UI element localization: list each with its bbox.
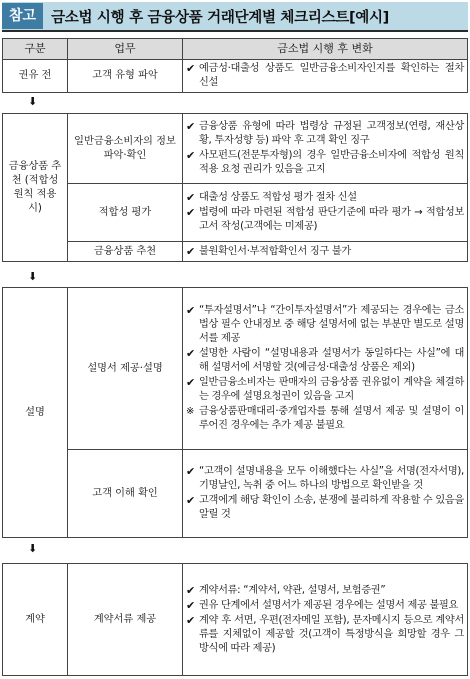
- check-icon: ✔: [186, 376, 195, 389]
- arrow-down-icon: ⬇: [28, 95, 38, 108]
- check-icon: ✔: [186, 583, 195, 597]
- table-row: [3, 450, 468, 538]
- item-text: 금융상품판매대리·중개업자를 통해 설명서 제공 및 설명이 이루어진 경우에는 추가 제공 불필요: [199, 406, 464, 431]
- header-col-task: 업무: [68, 39, 183, 60]
- item-text: 불원확인서·부적합확인서 징구 불가: [199, 245, 351, 257]
- item-text: 계약서류: “계약서, 약관, 설명서, 보험증권”: [199, 584, 386, 596]
- check-icon: ✔: [186, 120, 195, 133]
- list-item: [186, 494, 464, 522]
- list-item: [186, 191, 464, 205]
- header-col-change: 금소법 시행 후 변화: [183, 39, 468, 60]
- table-section-3: [2, 287, 468, 538]
- header-col-stage: 구분: [3, 39, 68, 60]
- item-text: 대출성 상품도 적합성 평가 절차 신설: [199, 192, 357, 203]
- title-badge: 참고: [2, 3, 43, 29]
- check-icon: ✔: [186, 347, 195, 360]
- check-icon: ✔: [186, 149, 195, 162]
- note-item: [186, 405, 464, 433]
- table-row: [3, 242, 468, 262]
- item-text: “고객이 설명내용을 모두 이해했다는 사실”을 서명(전자서명), 기명날인, 녹취 중 어느 하나의 방법으로 확인받을 것: [199, 466, 464, 491]
- list-item: [186, 376, 464, 404]
- change-cell: [183, 60, 468, 93]
- table-section-1: [2, 38, 468, 93]
- change-cell: [183, 184, 468, 242]
- check-icon: ✔: [186, 244, 195, 258]
- arrow-down-icon: ⬇: [28, 542, 38, 555]
- stage-cell: 설명: [3, 288, 68, 538]
- check-icon: ✔: [186, 465, 195, 478]
- list-item: [186, 120, 464, 148]
- item-text: 법령에 따라 마련된 적합성 판단기준에 따라 평가 → 적합성보고서 작성(고객에는 미제공): [199, 207, 464, 232]
- item-text: 권유 단계에서 설명서가 제공된 경우에는 설명서 제공 불필요: [199, 599, 459, 611]
- table-row: [3, 288, 468, 450]
- task-cell: 고객 유형 파악: [68, 60, 183, 93]
- task-cell: 설명서 제공·설명: [68, 288, 183, 450]
- check-icon: ✔: [186, 304, 195, 317]
- task-cell: 계약서류 제공: [68, 564, 183, 676]
- task-cell: 금융상품 추천: [68, 242, 183, 262]
- table-row: [3, 60, 468, 93]
- list-item: [186, 149, 464, 177]
- page-title: 금소법 시행 후 금융상품 거래단계별 체크리스트[예시]: [51, 9, 390, 26]
- table-section-2: [2, 113, 468, 262]
- stage-cell: 계약: [3, 564, 68, 676]
- task-cell: 일반금융소비자의 정보 파악·확인: [68, 114, 183, 184]
- list-item: [186, 347, 464, 375]
- change-cell: [183, 564, 468, 676]
- item-text: 계약 후 서면, 우편(전자메일 포함), 문자메시지 등으로 계약서류를 지체없이 제공할 것(고객이 특정방식을 희망할 경우 그 방식에 따라 제공): [199, 614, 464, 654]
- change-cell: [183, 242, 468, 262]
- title-bar: [2, 2, 468, 32]
- check-icon: ✔: [186, 494, 195, 507]
- list-item: [186, 599, 464, 613]
- task-cell: 고객 이해 확인: [68, 450, 183, 538]
- table-row: [3, 564, 468, 676]
- list-item: [186, 304, 464, 346]
- list-item: [186, 206, 464, 234]
- item-text: 일반금융소비자는 판매자의 금융상품 권유없이 계약을 체결하는 경우에 설명요청권이 있음을 고지: [199, 377, 464, 402]
- item-text: 고객에게 해당 확인이 소송, 분쟁에 불리하게 작용할 수 있음을 알릴 것: [199, 495, 464, 520]
- list-item: [186, 465, 464, 493]
- change-cell: [183, 450, 468, 538]
- item-text: 금융상품 유형에 따라 법령상 규정된 고객정보(연령, 재산상황, 투자성향 등) 파악 후 고객 확인 징구: [199, 121, 464, 146]
- table-row: [3, 184, 468, 242]
- arrow-down-icon: ⬇: [28, 270, 38, 283]
- item-text: 예금성·대출성 상품도 일반금융소비자인지를 확인하는 절차 신설: [199, 63, 464, 88]
- table-section-4: [2, 563, 468, 676]
- item-text: 설명한 사람이 “설명내용과 설명서가 동일하다는 사실”에 대해 설명서에 서명할 것(예금성·대출성 상품은 제외): [199, 348, 464, 373]
- check-icon: ✔: [186, 613, 195, 627]
- header-row: [3, 39, 468, 60]
- list-item: [186, 245, 464, 259]
- change-cell: [183, 288, 468, 450]
- check-icon: ✔: [186, 62, 195, 75]
- list-item: [186, 62, 464, 90]
- item-text: “투자설명서”나 “간이투자설명서”가 제공되는 경우에는 금소법상 필수 안내정보 중 해당 설명서에 없는 부분만 별도로 설명서를 제공: [199, 305, 464, 344]
- change-cell: [183, 114, 468, 184]
- table-row: [3, 114, 468, 184]
- check-icon: ✔: [186, 191, 195, 204]
- item-text: 사모펀드(전문투자형)의 경우 일반금융소비자에 적합성 원칙 적용 요청 권리가 있음을 고지: [199, 150, 464, 175]
- list-item: [186, 584, 464, 598]
- stage-cell: 금융상품 추천 (적합성 원칙 적용 시): [3, 114, 68, 262]
- check-icon: ✔: [186, 206, 195, 219]
- list-item: [186, 614, 464, 656]
- stage-cell: 권유 전: [3, 60, 68, 93]
- reference-mark-icon: ※: [186, 406, 195, 417]
- check-icon: ✔: [186, 598, 195, 612]
- task-cell: 적합성 평가: [68, 184, 183, 242]
